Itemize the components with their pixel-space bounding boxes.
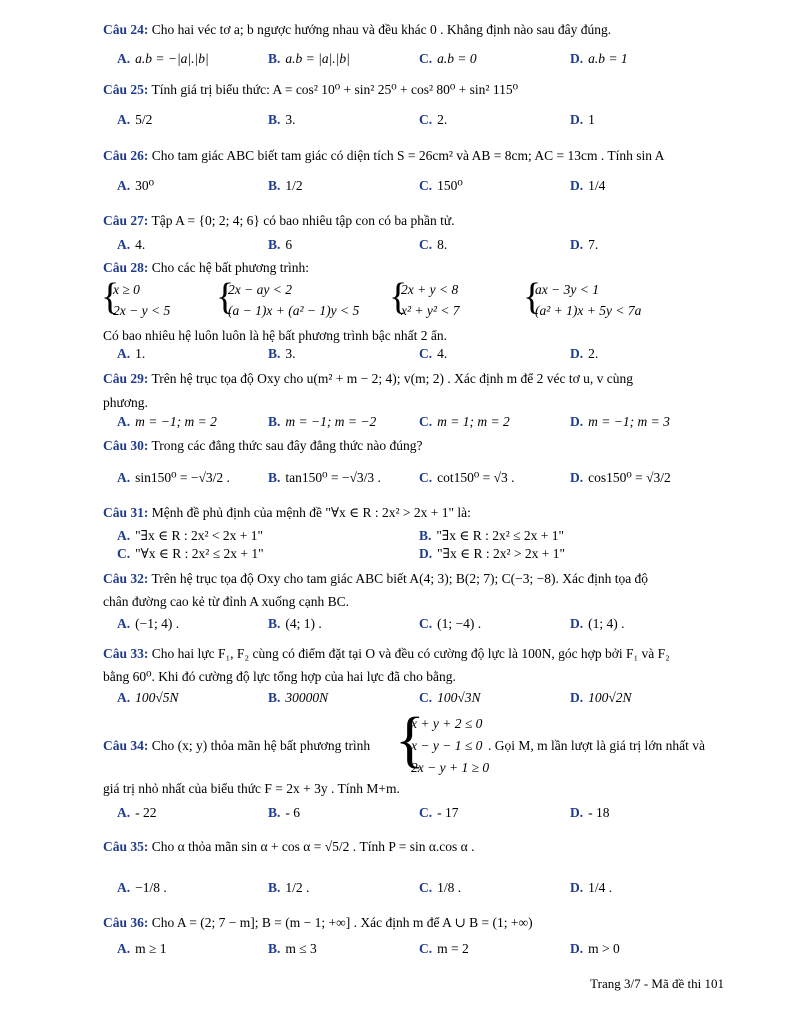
question-label: Câu 34: (103, 738, 149, 753)
question-text: Cho (x; y) thỏa mãn hệ bất phương trình (151, 738, 371, 753)
option-a[interactable]: A. 5/2 (117, 112, 153, 127)
system-4: ax − 3y < 1 (a² + 1)x + 5y < 7a (535, 282, 642, 318)
question-26 (103, 147, 732, 165)
option-b[interactable]: B. 30000N (268, 690, 329, 705)
question-text: Trên hệ trục tọa độ Oxy cho tam giác ABC biết A(4; 3); B(2; 7); C(−3; −8). Xác định tọa độ (151, 571, 649, 586)
options-26 (117, 178, 737, 198)
option-d[interactable]: D. cos150⁰ = √3/2 (570, 470, 671, 485)
option-b[interactable]: B. 3. (268, 346, 296, 361)
option-c[interactable]: C. a.b = 0 (419, 51, 477, 66)
question-label: Câu 28: (103, 260, 149, 275)
option-d[interactable]: D. 1/4 . (570, 880, 613, 895)
options-24 (117, 51, 737, 71)
option-c[interactable]: C. 8. (419, 237, 448, 252)
options-25 (117, 112, 737, 132)
question-text: Cho A = (2; 7 − m]; B = (m − 1; +∞] . Xác định m để A ∪ B = (1; +∞) (151, 915, 533, 930)
question-label: Câu 35: (103, 839, 149, 854)
question-label: Câu 30: (103, 438, 149, 453)
question-35 (103, 838, 732, 856)
option-d[interactable]: D. 1/4 (570, 178, 606, 193)
option-a[interactable]: A. 1. (117, 346, 146, 361)
options-28 (117, 346, 737, 366)
question-text: Cho α thỏa mãn sin α + cos α = √5/2 . Tính P = sin α.cos α . (151, 839, 475, 854)
option-a[interactable]: A. −1/8 . (117, 880, 167, 895)
brace-glyph: { (101, 276, 120, 318)
options-29 (117, 414, 737, 434)
option-b[interactable]: B. tan150⁰ = −√3/3 . (268, 470, 381, 485)
option-c[interactable]: C. 1/8 . (419, 880, 462, 895)
question-32-line2: chân đường cao kẻ từ đỉnh A xuống cạnh BC. (103, 594, 349, 609)
option-d[interactable]: D. m = −1; m = 3 (570, 414, 670, 429)
option-c[interactable]: C. cot150⁰ = √3 . (419, 470, 515, 485)
option-c[interactable]: C. m = 2 (419, 941, 469, 956)
option-b[interactable]: B. m = −1; m = −2 (268, 414, 377, 429)
option-c[interactable]: C. (1; −4) . (419, 616, 482, 631)
option-a[interactable]: A. - 22 (117, 805, 157, 820)
option-c[interactable]: C. 150⁰ (419, 178, 463, 193)
question-label: Câu 36: (103, 915, 149, 930)
option-c[interactable]: C. - 17 (419, 805, 459, 820)
question-28 (103, 259, 732, 277)
question-text: Cho các hệ bất phương trình: (151, 260, 310, 275)
question-text: Trên hệ trục tọa độ Oxy cho u(m² + m − 2; 4); v(m; 2) . Xác định m để 2 véc tơ u, v cùng (151, 371, 633, 386)
option-d[interactable]: D. 100√2N (570, 690, 632, 705)
option-a[interactable]: A. a.b = −|a|.|b| (117, 51, 209, 66)
question-label: Câu 29: (103, 371, 149, 386)
option-c[interactable]: C. 100√3N (419, 690, 481, 705)
system-2: 2x − ay < 2 (a − 1)x + (a² − 1)y < 5 (228, 282, 360, 318)
option-d[interactable]: D. 1 (570, 112, 595, 127)
question-label: Câu 27: (103, 213, 149, 228)
question-text: Mệnh đề phủ định của mệnh đề "∀x ∈ R : 2x² > 2x + 1" là: (151, 505, 471, 520)
option-c[interactable]: C. 2. (419, 112, 448, 127)
option-a[interactable]: A. (−1; 4) . (117, 616, 180, 631)
brace-glyph: { (216, 276, 235, 318)
brace-glyph: { (389, 276, 408, 318)
option-b[interactable]: B. (4; 1) . (268, 616, 322, 631)
question-24 (103, 21, 732, 39)
options-33 (117, 690, 737, 710)
system-3: 2x + y < 8 x² + y² < 7 (401, 282, 460, 318)
option-b[interactable]: B. "∃x ∈ R : 2x² ≤ 2x + 1" (419, 528, 565, 543)
option-a[interactable]: A. m = −1; m = 2 (117, 414, 217, 429)
option-a[interactable]: A. sin150⁰ = −√3/2 . (117, 470, 230, 485)
question-34 (103, 737, 403, 755)
question-text: Tính giá trị biểu thức: A = cos² 10⁰ + sin² 25⁰ + cos² 80⁰ + sin² 115⁰ (151, 82, 518, 97)
question-text: Cho hai véc tơ a; b ngược hướng nhau và đều khác 0 . Khẳng định nào sau đây đúng. (151, 22, 612, 37)
question-text: Cho hai lực F₁, F₂ cùng có điểm đặt tại O và đều có cường độ lực là 100N, góc hợp bởi F₁ và F₂ (151, 646, 670, 661)
option-b[interactable]: B. 1/2 . (268, 880, 310, 895)
options-31-row1 (117, 528, 737, 548)
option-b[interactable]: B. m ≤ 3 (268, 941, 317, 956)
option-d[interactable]: D. m > 0 (570, 941, 620, 956)
question-32 (103, 570, 732, 588)
option-a[interactable]: A. m ≥ 1 (117, 941, 167, 956)
option-d[interactable]: D. 2. (570, 346, 599, 361)
question-33 (103, 645, 732, 663)
system-34: x + y + 2 ≤ 0 x − y − 1 ≤ 0 2x − y + 1 ≥ 0 (411, 716, 490, 775)
question-29-line2: phương. (103, 395, 148, 410)
option-d[interactable]: D. - 18 (570, 805, 610, 820)
question-29 (103, 370, 732, 388)
question-label: Câu 33: (103, 646, 149, 661)
question-label: Câu 31: (103, 505, 149, 520)
question-27 (103, 212, 732, 230)
question-label: Câu 26: (103, 148, 149, 163)
option-b[interactable]: B. 6 (268, 237, 293, 252)
brace-glyph: { (395, 706, 425, 774)
option-c[interactable]: C. "∀x ∈ R : 2x² ≤ 2x + 1" (117, 546, 264, 561)
question-25 (103, 81, 732, 99)
option-a[interactable]: A. 100√5N (117, 690, 179, 705)
option-c[interactable]: C. 4. (419, 346, 448, 361)
option-b[interactable]: B. 3. (268, 112, 296, 127)
options-31-row2 (117, 546, 737, 566)
options-34 (117, 805, 737, 825)
option-d[interactable]: D. "∃x ∈ R : 2x² > 2x + 1" (419, 546, 565, 561)
option-c[interactable]: C. m = 1; m = 2 (419, 414, 510, 429)
options-36 (117, 941, 737, 961)
question-34-line2: giá trị nhỏ nhất của biểu thức F = 2x + 3y . Tính M+m. (103, 781, 400, 796)
question-34-after: . Gọi M, m lần lượt là giá trị lớn nhất và (488, 738, 705, 753)
question-label: Câu 32: (103, 571, 149, 586)
option-b[interactable]: B. 1/2 (268, 178, 303, 193)
question-36 (103, 914, 732, 932)
option-a[interactable]: A. 4. (117, 237, 146, 252)
options-27 (117, 237, 737, 257)
brace-glyph: { (523, 276, 542, 318)
options-30 (117, 470, 737, 490)
options-32 (117, 616, 737, 636)
option-d[interactable]: D. (1; 4) . (570, 616, 625, 631)
question-28-after: Có bao nhiêu hệ luôn luôn là hệ bất phương trình bậc nhất 2 ẩn. (103, 328, 448, 343)
options-35 (117, 880, 737, 900)
option-b[interactable]: B. - 6 (268, 805, 301, 820)
system-1: x ≥ 0 2x − y < 5 (113, 282, 171, 318)
question-31 (103, 504, 732, 522)
page-footer: Trang 3/7 - Mã đề thi 101 (590, 976, 724, 991)
question-text: Trong các đẳng thức sau đây đẳng thức nào đúng? (151, 438, 423, 453)
option-b[interactable]: B. a.b = |a|.|b| (268, 51, 350, 66)
option-a[interactable]: A. "∃x ∈ R : 2x² < 2x + 1" (117, 528, 263, 543)
question-label: Câu 25: (103, 82, 149, 97)
question-text: Cho tam giác ABC biết tam giác có diện tích S = 26cm² và AB = 8cm; AC = 13cm . Tính sin A (151, 148, 665, 163)
question-label: Câu 24: (103, 22, 149, 37)
question-30 (103, 437, 732, 455)
option-a[interactable]: A. 30⁰ (117, 178, 155, 193)
option-d[interactable]: D. a.b = 1 (570, 51, 628, 66)
option-d[interactable]: D. 7. (570, 237, 599, 252)
question-text: Tập A = {0; 2; 4; 6} có bao nhiêu tập con có ba phần tử. (151, 213, 455, 228)
question-33-line2: bằng 60⁰. Khi đó cường độ lực tổng hợp của hai lực đã cho bằng. (103, 669, 456, 684)
